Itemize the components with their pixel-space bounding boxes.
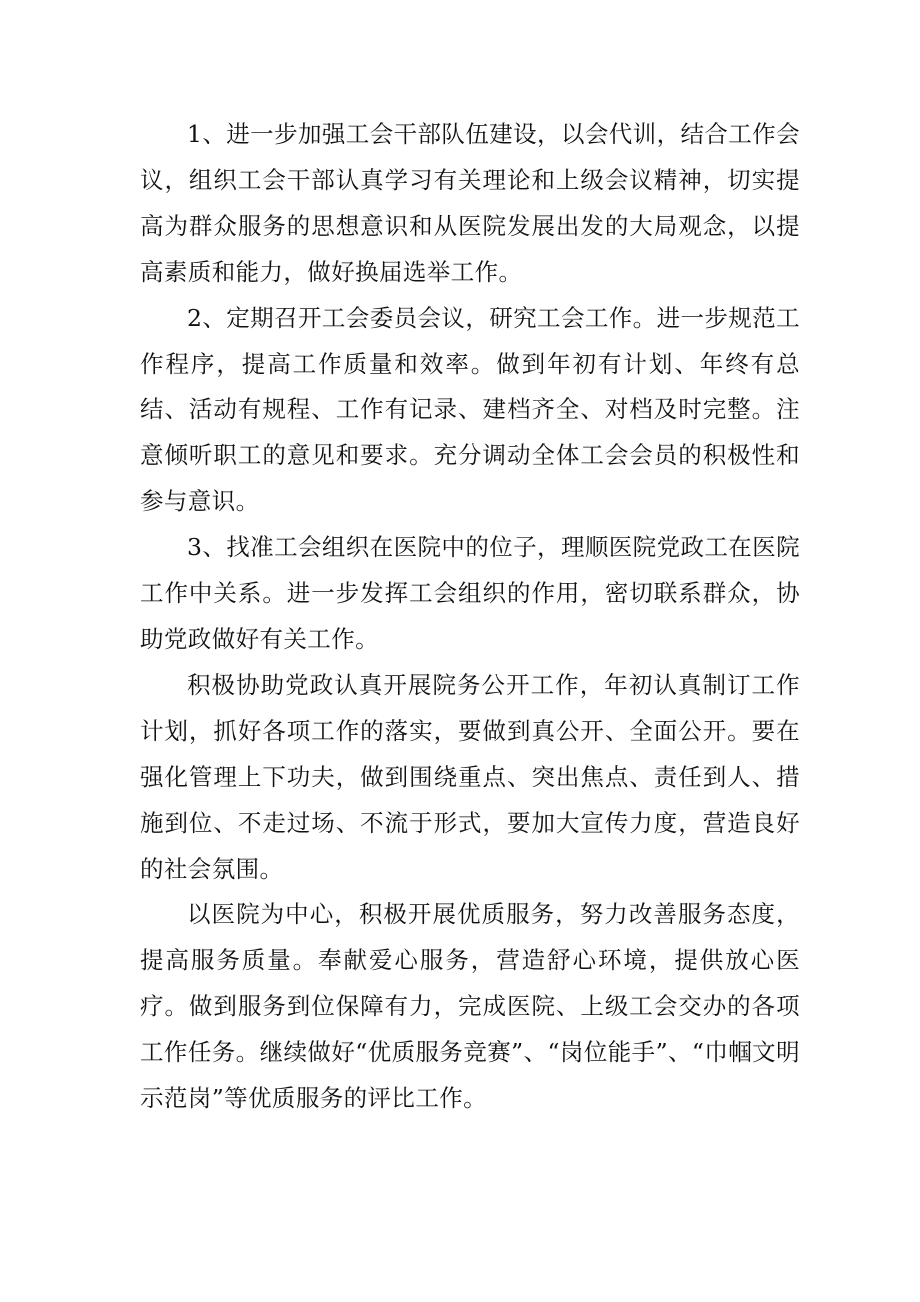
paragraph-4: 积极协助党政认真开展院务公开工作，年初认真制订工作计划，抓好各项工作的落实，要做到真公开、全面公开。要在强化管理上下功夫，做到围绕重点、突出焦点、责任到人、措施到位、不走过场、不流于形式，要加大宣传力度，营造良好的社会氛围。 [140, 670, 800, 883]
paragraph-5: 以医院为中心，积极开展优质服务，努力改善服务态度，提高服务质量。奉献爱心服务，营造舒心环境，提供放心医疗。做到服务到位保障有力，完成医院、上级工会交办的各项工作任务。继续做好“优质服务竞赛”、“岗位能手”、“巾帼文明示范岗”等优质服务的评比工作。 [140, 900, 800, 1113]
paragraph-2: 2、定期召开工会委员会议，研究工会工作。进一步规范工作程序，提高工作质量和效率。做到年初有计划、年终有总结、活动有规程、工作有记录、建档齐全、对档及时完整。注意倾听职工的意见和要求。充分调动全体工会会员的积极性和参与意识。 [140, 303, 800, 516]
paragraph-3: 3、找准工会组织在医院中的位子，理顺医院党政工在医院工作中关系。进一步发挥工会组织的作用，密切联系群众，协助党政做好有关工作。 [140, 533, 800, 653]
paragraph-1: 1、进一步加强工会干部队伍建设，以会代训，结合工作会议，组织工会干部认真学习有关理论和上级会议精神，切实提高为群众服务的思想意识和从医院发展出发的大局观念，以提高素质和能力，做好换届选举工作。 [140, 120, 800, 286]
document-body [140, 112, 800, 1122]
